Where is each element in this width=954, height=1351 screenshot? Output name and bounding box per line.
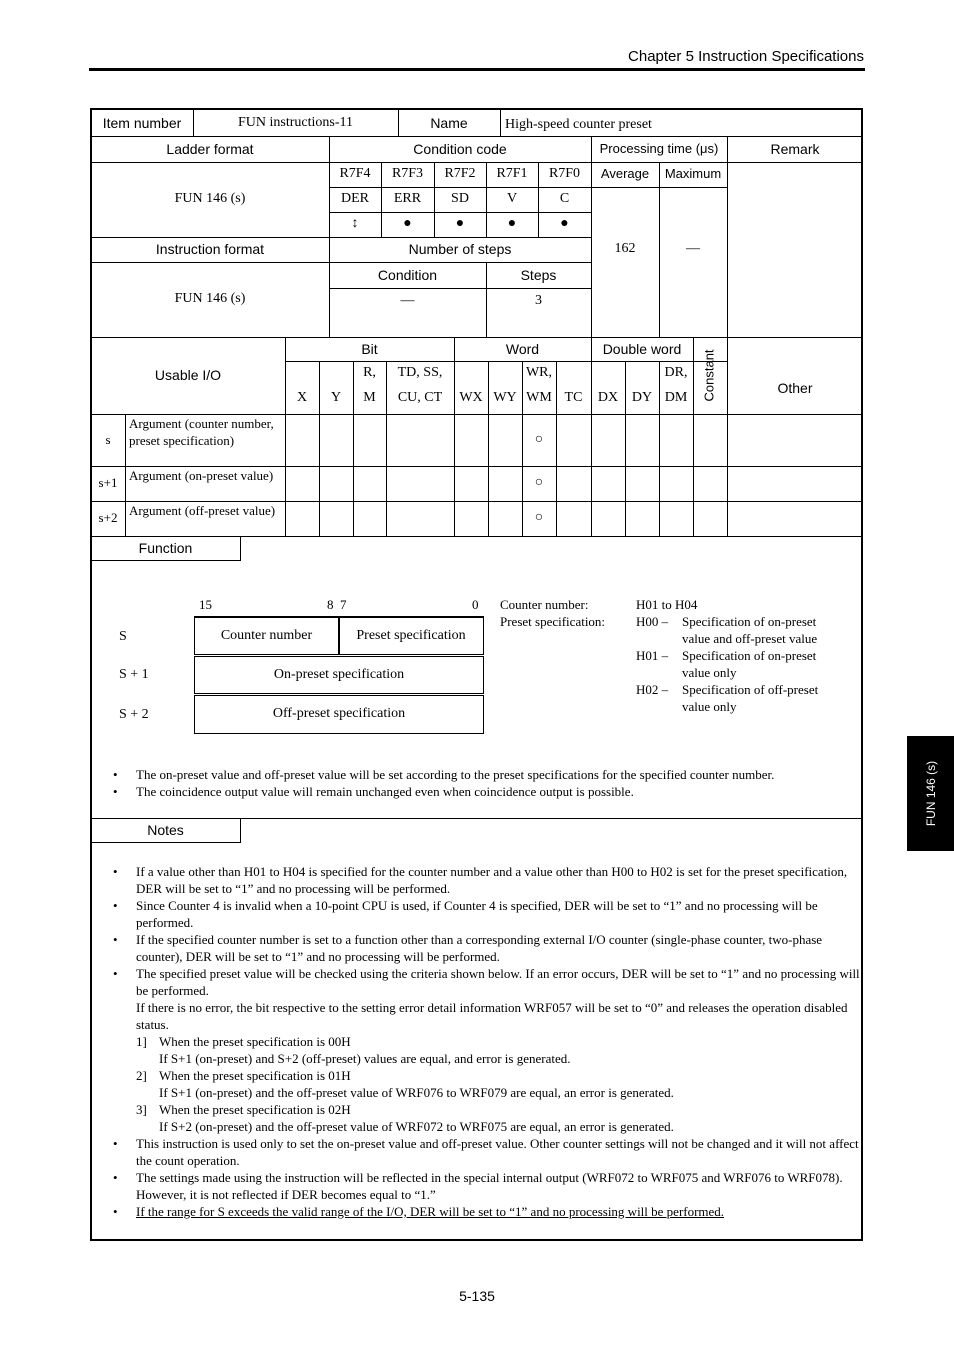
number-of-steps-label: Number of steps: [408, 241, 512, 258]
col-header-top: WR,: [525, 365, 553, 381]
function-bullet: • The on-preset value and off-preset value will be set according to the preset specifications for the specified counter number.: [113, 767, 775, 782]
preset-text: value and off-preset value: [682, 631, 818, 646]
circle-icon: ○: [534, 431, 544, 447]
col-header-top: DR,: [664, 365, 688, 381]
off-preset-field: Off-preset specification: [272, 706, 406, 722]
instruction-format: FUN 146 (s): [174, 291, 246, 307]
name-label: Name: [430, 114, 468, 131]
word-label: Word: [505, 340, 540, 357]
function-bullet: • The coincidence output value will remain unchanged even when coincidence output is possible.: [113, 784, 634, 799]
page-number: 5-135: [459, 1288, 495, 1304]
updown-arrow-icon: ↕: [351, 216, 359, 232]
constant-label: Constant: [701, 349, 717, 402]
section-tab-label: FUN 146 (s): [923, 760, 938, 827]
col-header-top: [591, 361, 625, 386]
bit-8-7: 8 7: [327, 597, 347, 612]
col-header-top: [488, 361, 522, 386]
condition-name: SD: [451, 191, 469, 207]
bit-label: Bit: [361, 340, 378, 357]
word-label-s2: S + 2: [119, 707, 149, 722]
condition-code: R7F2: [444, 166, 476, 182]
note-item: • Since Counter 4 is invalid when a 10-point CPU is used, if Counter 4 is specified, DER will be set to “1” and no processing will be performed.: [113, 898, 818, 930]
condition-label: Condition: [377, 266, 438, 283]
note-item: • If the range for S exceeds the valid range of the I/O, DER will be set to “1” and no processing will be performed.: [113, 1204, 725, 1219]
counter-number-label: Counter number:: [500, 597, 589, 612]
condition-code: R7F1: [496, 166, 528, 182]
average-value: 162: [614, 241, 636, 257]
condition-name: DER: [341, 191, 369, 207]
condition-name: C: [559, 191, 570, 207]
row-key: s+1: [98, 475, 118, 491]
ladder-format: FUN 146 (s): [174, 191, 246, 207]
col-header-top: TD, SS,: [397, 365, 443, 381]
col-header: WM: [526, 390, 552, 406]
col-header: CU, CT: [397, 390, 443, 406]
row-desc: Argument (counter number, preset specification): [129, 416, 274, 448]
row-key: s: [105, 431, 111, 447]
note-item: • If a value other than H01 to H04 is specified for the counter number and a value other than H00 to H02 is set for the preset specification, DER will be set to “1” and no processing will be performed.: [113, 864, 848, 896]
col-header-top: R,: [363, 365, 376, 381]
note-item: • If the specified counter number is set to a function other than a corresponding external I/O counter (single-phase counter, two-phase counter), DER will be set to “1” and no processing will be performed.: [113, 932, 823, 964]
other-label: Other: [777, 380, 813, 397]
col-header-top: [625, 361, 659, 386]
col-header: TC: [564, 390, 583, 406]
average-label: Average: [600, 166, 650, 182]
col-header-top: [319, 361, 353, 386]
preset-text: Specification of on-preset: [682, 614, 817, 629]
chapter-header: Chapter 5 Instruction Specifications: [628, 48, 864, 65]
filled-dot-icon: ●: [507, 216, 517, 232]
preset-text: Specification of off-preset: [682, 682, 819, 697]
circle-icon: ○: [534, 475, 544, 491]
note-item: • This instruction is used only to set the on-preset value and off-preset value. Other counter settings will not be changed and it will not affect the count operation.: [113, 1136, 859, 1168]
double-word-label: Double word: [602, 340, 682, 357]
note-item: • The settings made using the instruction will be reflected in the special internal output (WRF072 to WRF075 and WRF076 to WRF078). However, it is not reflected if DER becomes equal to “1.”: [113, 1170, 843, 1202]
filled-dot-icon: ●: [403, 216, 412, 232]
condition-name: V: [506, 191, 518, 207]
col-header: M: [363, 390, 376, 406]
usable-io-label: Usable I/O: [154, 367, 222, 384]
counter-number-range: H01 to H04: [636, 597, 698, 612]
preset-text: value only: [682, 699, 737, 714]
circle-icon: ○: [534, 510, 544, 526]
remark-label: Remark: [770, 140, 820, 157]
preset-text: Specification of on-preset: [682, 648, 817, 663]
condition-code: R7F4: [339, 166, 371, 182]
word-label-s: S: [119, 629, 127, 644]
notes-label: Notes: [91, 819, 241, 843]
processing-time-label: Processing time (μs): [599, 140, 719, 156]
ladder-format-label: Ladder format: [166, 140, 254, 157]
preset-code: H02 –: [636, 682, 669, 697]
preset-spec-label: Preset specification:: [500, 614, 606, 629]
bit-15: 15: [199, 597, 212, 612]
col-header: DM: [664, 390, 688, 406]
on-preset-field: On-preset specification: [273, 667, 405, 683]
filled-dot-icon: ●: [455, 216, 465, 232]
col-header-top: [454, 361, 488, 386]
row-desc: Argument (off-preset value): [129, 503, 276, 518]
preset-text: value only: [682, 665, 737, 680]
condition-code-label: Condition code: [413, 140, 507, 157]
condition-code: R7F3: [391, 166, 424, 182]
preset-code: H01 –: [636, 648, 669, 663]
col-header-top: [285, 361, 319, 386]
function-label: Function: [91, 537, 241, 561]
word-label-s1: S + 1: [119, 667, 149, 682]
preset-spec-field: Preset specification: [356, 627, 466, 643]
col-header: X: [296, 390, 308, 406]
steps-label: Steps: [520, 266, 557, 283]
condition-code: R7F0: [548, 166, 581, 182]
col-header: WY: [493, 390, 517, 406]
header-rule: [89, 68, 865, 71]
bit-0: 0: [472, 597, 479, 612]
col-header-top: [556, 361, 591, 386]
item-number-label: Item number: [102, 114, 182, 131]
section-tab: [907, 736, 954, 851]
col-header: DX: [597, 390, 619, 406]
counter-number-field: Counter number: [220, 627, 313, 643]
instruction-name: High-speed counter preset: [505, 117, 652, 132]
preset-code: H00 –: [636, 614, 669, 629]
maximum-value: —: [686, 241, 700, 257]
condition-value: —: [400, 292, 415, 308]
col-header: Y: [330, 390, 342, 406]
row-desc: Argument (on-preset value): [129, 468, 274, 483]
maximum-label: Maximum: [664, 166, 722, 182]
item-number: FUN instructions-11: [238, 114, 353, 130]
steps-value: 3: [535, 292, 542, 308]
row-key: s+2: [98, 510, 118, 526]
col-header: DY: [631, 390, 653, 406]
condition-name: ERR: [393, 191, 422, 207]
filled-dot-icon: ●: [560, 216, 569, 232]
instruction-format-label: Instruction format: [155, 241, 265, 258]
col-header: WX: [459, 390, 483, 406]
note-item: • The specified preset value will be checked using the criteria shown below. If an error occurs, DER will be set to “1” and no processing will be performed. If there is no error, the bit respective to the setting error detail information WRF057 will be set to “0” and releases the operation disabled status. 1] When the preset specification is 00H If S+1 (on-preset) and S+2 (off-preset) values are equal, and error is generated. 2] When the preset specification is 01H If S+1 (on-preset) and the off-preset value of WRF076 to WRF079 are equal, an error is generated. 3] When the preset specification is 02H If S+2 (on-preset) and the off-preset value of WRF072 to WRF075 are equal, an error is generated.: [113, 966, 860, 1134]
